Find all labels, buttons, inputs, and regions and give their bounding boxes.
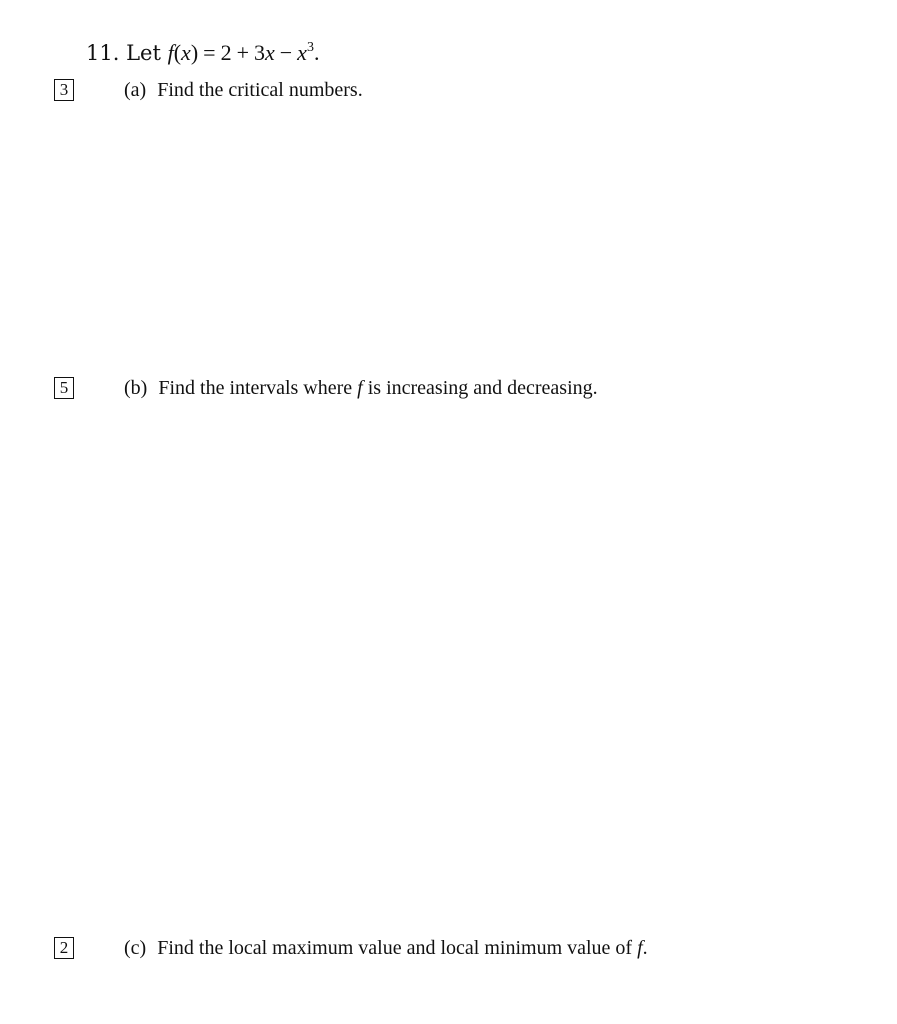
part-b-label: (b)	[124, 377, 148, 399]
part-c-text-before: Find the local maximum value and local minimum value of	[157, 937, 633, 959]
linear-coefficient: 3	[253, 40, 265, 65]
cubic-variable: x	[297, 40, 307, 65]
statement-period: .	[313, 40, 320, 65]
part-a-question	[124, 77, 363, 103]
points-box-c: 2	[54, 937, 74, 959]
part-a-label: (a)	[124, 79, 147, 101]
part-a-text: Find the critical numbers.	[157, 79, 363, 101]
part-b-text-before: Find the intervals where	[158, 377, 353, 399]
function-name: f	[167, 40, 174, 65]
part-b-function-var: f	[357, 377, 363, 399]
linear-variable: x	[264, 40, 275, 65]
problem-number: 11.	[86, 41, 120, 65]
function-argument: (x)	[173, 40, 199, 65]
part-c-function-var: f	[637, 937, 643, 959]
function-definition	[168, 40, 320, 65]
part-b-question	[124, 375, 598, 401]
part-c-text-after: .	[642, 937, 648, 959]
part-b-text-after: is increasing and decreasing.	[367, 377, 598, 399]
points-box-b: 5	[54, 377, 74, 399]
cubic-exponent: 3	[306, 40, 314, 55]
equals-sign: =	[203, 40, 216, 65]
problem-intro: Let	[126, 41, 161, 65]
problem-statement	[86, 40, 319, 66]
constant-term: 2	[220, 40, 232, 65]
points-box-a: 3	[54, 79, 74, 101]
plus-sign: +	[236, 40, 249, 65]
part-c-question	[124, 935, 648, 961]
part-c-label: (c)	[124, 937, 147, 959]
answer-space-a[interactable]	[124, 110, 824, 360]
minus-sign: −	[279, 40, 293, 65]
answer-space-b[interactable]	[124, 410, 824, 920]
